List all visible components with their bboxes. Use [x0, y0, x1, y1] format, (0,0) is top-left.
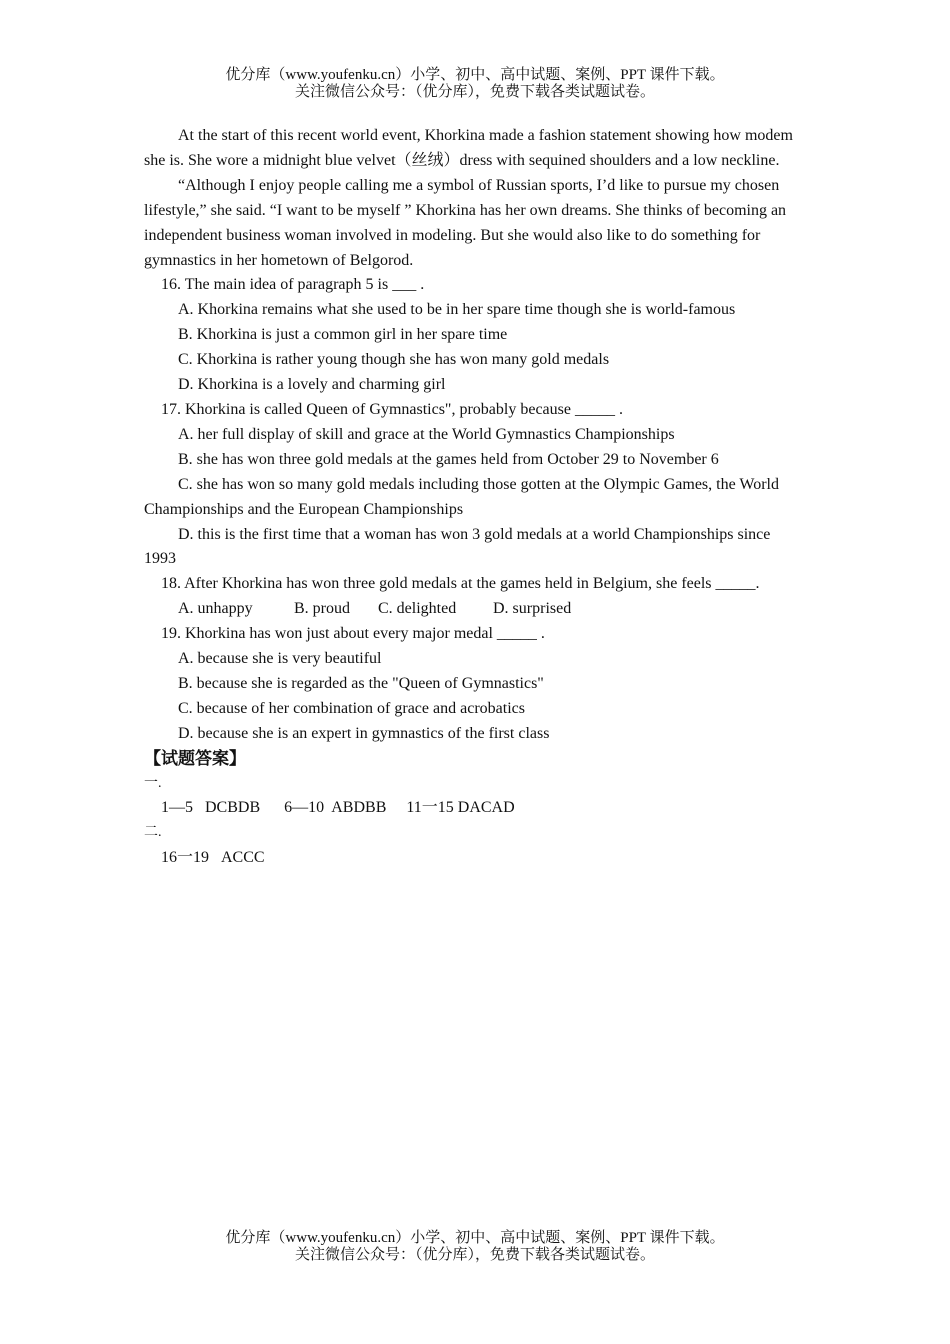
answer-key — [144, 747, 804, 872]
option-d: D. Khorkina is a lovely and charming girl — [178, 376, 446, 394]
question-stem: 18. After Khorkina has won three gold medals at the games held in Belgium, she feels _____. — [161, 575, 760, 593]
section-1-label: 一. — [144, 775, 162, 791]
option-b: B. because she is regarded as the "Queen of Gymnastics" — [178, 674, 544, 692]
page-footer — [0, 1230, 950, 1264]
option-a: A. unhappy — [178, 600, 253, 618]
answer-key-title: 【试题答案】 — [144, 748, 246, 769]
option-a: A. because she is very beautiful — [178, 650, 382, 668]
option-a: A. Khorkina remains what she used to be in her spare time though she is world-famous — [178, 301, 736, 319]
header-line-2: 关注微信公众号：（优分库），免费下载各类试题试卷。 — [294, 84, 655, 100]
passage-paragraph: “Although I enjoy people calling me a symbol of Russian sports, I’d like to pursue my chosen lifestyle,” she said. “I want to be myself ” Khorkina has her own dreams. She thinks of becoming an independent business woman involved in modeling. But she would also like to do something for gymnastics in her hometown of Belgorod. — [144, 176, 787, 269]
option-a: A. her full display of skill and grace at the World Gymnastics Championships — [178, 425, 675, 443]
option-b: B. Khorkina is just a common girl in her spare time — [178, 326, 508, 344]
options-row — [144, 597, 804, 622]
question-stem: 17. Khorkina is called Queen of Gymnastics", probably because _____ . — [161, 400, 623, 418]
section-2-answers: 16一19 ACCC — [161, 849, 265, 867]
footer-line-2: 关注微信公众号：（优分库），免费下载各类试题试卷。 — [294, 1247, 655, 1263]
option-c: C. she has won so many gold medals including those gotten at the Olympic Games, the World Championships and the European Championships — [144, 475, 779, 518]
option-c: C. delighted — [378, 600, 457, 618]
question-16 — [144, 273, 804, 398]
option-b: B. proud — [294, 600, 350, 618]
passage-paragraph: At the start of this recent world event, Khorkina made a fashion statement showing how modem she is. She wore a midnight blue velvet（丝绒）dress with sequined shoulders and a low neckline. — [144, 127, 793, 169]
footer-line-1: 优分库（www.youfenku.cn）小学、初中、高中试题、案例、PPT 课件下载。 — [225, 1230, 725, 1246]
option-c: C. because of her combination of grace and acrobatics — [178, 699, 525, 717]
option-d: D. because she is an expert in gymnastics of the first class — [178, 724, 550, 742]
question-17 — [144, 398, 804, 572]
option-b: B. she has won three gold medals at the games held from October 29 to November 6 — [178, 450, 719, 468]
question-stem: 16. The main idea of paragraph 5 is ___ . — [161, 276, 425, 294]
option-d: D. surprised — [493, 600, 572, 618]
question-stem: 19. Khorkina has won just about every major medal _____ . — [161, 625, 545, 643]
question-18 — [144, 572, 804, 622]
section-2-label: 二. — [144, 825, 162, 841]
question-19 — [144, 622, 804, 747]
section-1-answers: 1—5 DCBDB 6—10 ABDBB 11一15 DACAD — [161, 799, 515, 817]
header-line-1: 优分库（www.youfenku.cn）小学、初中、高中试题、案例、PPT 课件下载。 — [225, 67, 725, 83]
document-body — [144, 124, 804, 871]
page-header — [0, 67, 950, 101]
option-c: C. Khorkina is rather young though she has won many gold medals — [178, 351, 610, 369]
option-d: D. this is the first time that a woman has won 3 gold medals at a world Championships since 1993 — [144, 525, 771, 568]
